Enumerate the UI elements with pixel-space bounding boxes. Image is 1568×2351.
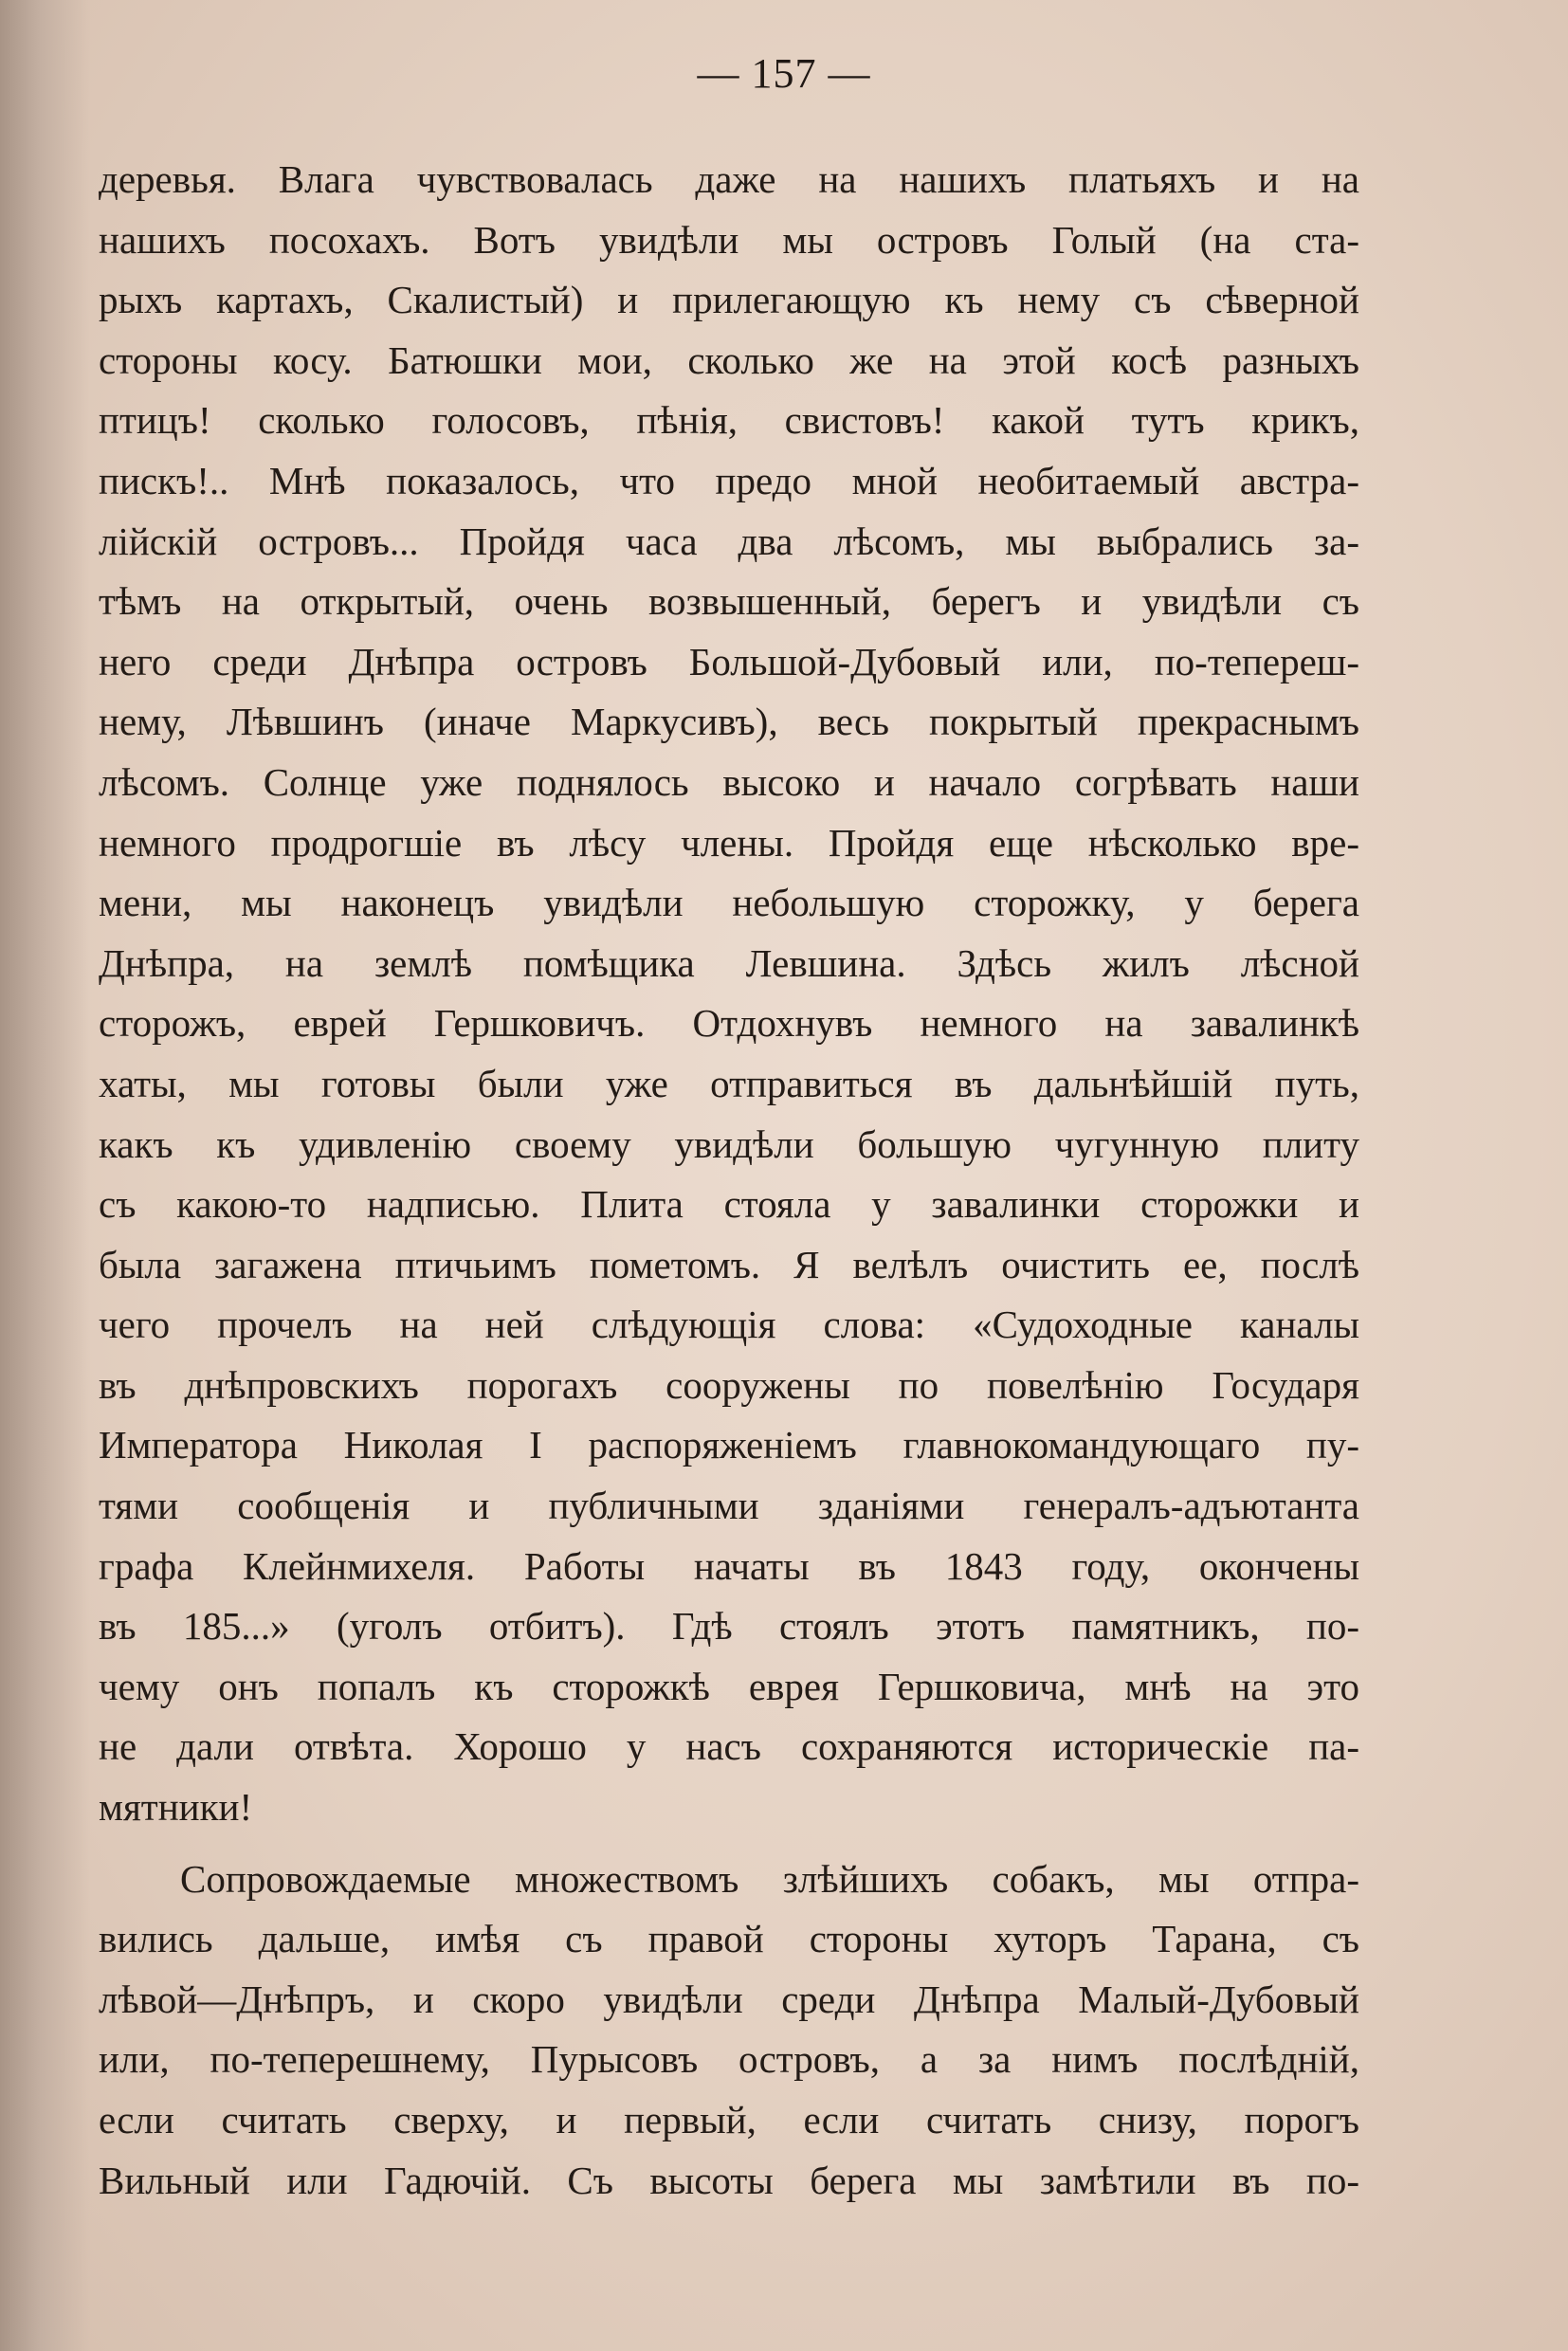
text-line: тями сообщенія и публичными зданіями генералъ-адъютанта bbox=[99, 1484, 1359, 1528]
binding-shadow bbox=[0, 0, 90, 2351]
text-line: съ какою-то надписью. Плита стояла у завалинки сторожки и bbox=[99, 1182, 1359, 1227]
text-line: Сопровождаемые множествомъ злѣйшихъ собакъ, мы отпра- bbox=[180, 1856, 1359, 1901]
text-line: мятники! bbox=[99, 1785, 253, 1830]
text-line: лѣвой—Днѣпръ, и скоро увидѣли среди Днѣпра Малый-Дубовый bbox=[99, 1977, 1359, 2021]
text-line: деревья. Влага чувствовалась даже на нашихъ платьяхъ и на bbox=[99, 157, 1359, 201]
text-line: чего прочелъ на ней слѣдующія слова: «Судоходные каналы bbox=[99, 1303, 1359, 1347]
text-line: рыхъ картахъ, Скалистый) и прилегающую къ нему съ сѣверной bbox=[99, 278, 1359, 322]
text-line: пискъ!.. Мнѣ показалось, что предо мной необитаемый австра- bbox=[99, 458, 1359, 502]
text-line: него среди Днѣпра островъ Большой-Дубовый или, по-теперeш- bbox=[99, 639, 1359, 683]
text-line: не дали отвѣта. Хорошо у насъ сохраняются историческіе па- bbox=[99, 1724, 1359, 1769]
text-line: сторожъ, еврей Гершковичъ. Отдохнувъ немного на завалинкѣ bbox=[99, 1001, 1359, 1046]
paragraph-spacer bbox=[99, 1838, 1359, 1850]
text-line: нашихъ посохахъ. Вотъ увидѣли мы островъ Голый (на ста- bbox=[99, 217, 1359, 262]
text-line: птицъ! сколько голосовъ, пѣнія, свистовъ! какой тутъ крикъ, bbox=[99, 398, 1359, 443]
text-line: лійскій островъ... Пройдя часа два лѣсомъ, мы выбрались за- bbox=[99, 519, 1359, 563]
page-number: — 157 — bbox=[697, 50, 871, 97]
text-line: лѣсомъ. Солнце уже поднялось высоко и начало согрѣвать наши bbox=[99, 759, 1359, 804]
text-line: немного продрогшіе въ лѣсу члены. Пройдя еще нѣсколько вре- bbox=[99, 820, 1359, 865]
text-line: мени, мы наконецъ увидѣли небольшую сторожку, у берега bbox=[99, 881, 1359, 925]
text-line: была загажена птичьимъ пометомъ. Я велѣлъ очистить ее, послѣ bbox=[99, 1242, 1359, 1286]
text-line: или, по-теперешнему, Пурысовъ островъ, а за нимъ послѣдній, bbox=[99, 2037, 1359, 2082]
body-text bbox=[99, 150, 1359, 2211]
text-line: Императора Николая I распоряженіемъ главнокомандующаго пу- bbox=[99, 1423, 1359, 1467]
text-line: стороны косу. Батюшки мои, сколько же на этой косѣ разныхъ bbox=[99, 337, 1359, 382]
text-line: въ 185...» (уголъ отбитъ). Гдѣ стоялъ этотъ памятникъ, по- bbox=[99, 1604, 1359, 1649]
paragraph-2 bbox=[99, 1850, 1359, 2212]
text-line: Днѣпра, на землѣ помѣщика Левшина. Здѣсь жилъ лѣсной bbox=[99, 940, 1359, 985]
text-line: хаты, мы готовы были уже отправиться въ дальнѣйшій путь, bbox=[99, 1061, 1359, 1105]
text-line: тѣмъ на открытый, очень возвышенный, берегъ и увидѣли съ bbox=[99, 579, 1359, 624]
text-line: Вильный или Гадючій. Съ высоты берега мы замѣтили въ по- bbox=[99, 2158, 1359, 2202]
text-line: въ днѣпровскихъ порогахъ сооружены по повелѣнію Государя bbox=[99, 1362, 1359, 1407]
text-line: графа Клейнмихеля. Работы начаты въ 1843 году, окончены bbox=[99, 1543, 1359, 1588]
text-line: если считать сверху, и первый, если считать снизу, порогъ bbox=[99, 2098, 1359, 2141]
paragraph-1 bbox=[99, 150, 1359, 1838]
text-line: вились дальше, имѣя съ правой стороны хуторъ Тарана, съ bbox=[99, 1917, 1359, 1961]
text-line: какъ къ удивленію своему увидѣли большую чугунную плиту bbox=[99, 1121, 1359, 1166]
text-line: чему онъ попалъ къ сторожкѣ еврея Гершковича, мнѣ на это bbox=[99, 1664, 1359, 1708]
text-line: нему, Лѣвшинъ (иначе Маркусивъ), весь покрытый прекраснымъ bbox=[99, 700, 1359, 744]
